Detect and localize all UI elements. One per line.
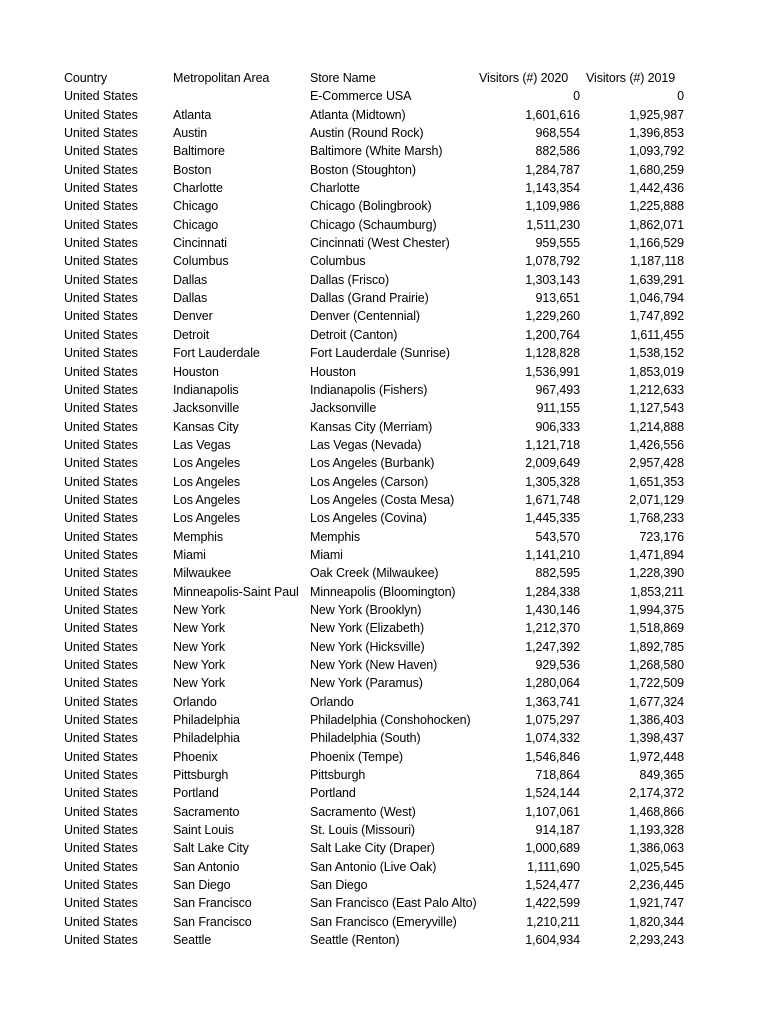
cell-visitors-2020: 1,363,741 [525,694,580,709]
cell-country: United States [64,511,138,526]
cell-store-name: Philadelphia (South) [310,731,421,746]
table-row [64,784,684,802]
header-metropolitan-area: Metropolitan Area [173,71,270,85]
table-row [64,766,684,784]
cell-store-name: New York (Hicksville) [310,639,425,654]
table-row [64,656,684,674]
cell-store-name: Pittsburgh [310,768,366,783]
cell-visitors-2019: 1,386,063 [629,841,684,856]
cell-visitors-2020: 1,141,210 [525,547,580,562]
cell-country: United States [64,474,138,489]
cell-visitors-2020: 543,570 [535,529,580,544]
table-row [64,381,684,399]
cell-visitors-2019: 1,228,390 [629,566,684,581]
cell-country: United States [64,547,138,562]
table-row [64,289,684,307]
cell-visitors-2020: 1,546,846 [525,749,580,764]
cell-visitors-2019: 2,293,243 [629,933,684,948]
cell-country: United States [64,456,138,471]
table-row [64,344,684,362]
cell-visitors-2019: 1,538,152 [629,346,684,361]
cell-store-name: New York (Brooklyn) [310,602,422,617]
cell-store-name: Sacramento (West) [310,804,416,819]
cell-visitors-2019: 1,193,328 [629,823,684,838]
cell-visitors-2020: 1,000,689 [525,841,580,856]
cell-visitors-2020: 929,536 [535,658,580,672]
cell-visitors-2020: 1,305,328 [525,474,580,489]
cell-visitors-2019: 1,093,792 [629,144,684,159]
cell-metropolitan-area: Miami [173,547,206,562]
table-row [64,729,684,747]
table-row [64,913,684,931]
cell-store-name: Los Angeles (Burbank) [310,456,435,471]
cell-visitors-2020: 913,651 [535,291,580,306]
cell-visitors-2020: 914,187 [535,823,580,838]
cell-country: United States [64,346,138,361]
cell-country: United States [64,566,138,581]
cell-visitors-2019: 1,025,545 [629,859,684,874]
cell-country: United States [64,639,138,654]
cell-metropolitan-area: Austin [173,126,208,141]
cell-store-name: E-Commerce USA [310,89,412,104]
header-visitors-2020: Visitors (#) 2020 [479,71,569,85]
table-row [64,638,684,656]
cell-visitors-2020: 1,200,764 [525,327,580,342]
cell-store-name: Salt Lake City (Draper) [310,841,435,856]
cell-metropolitan-area: Boston [173,162,212,177]
cell-metropolitan-area: Los Angeles [173,511,241,526]
cell-store-name: Charlotte [310,181,360,196]
cell-visitors-2019: 1,187,118 [630,254,684,269]
cell-metropolitan-area: Baltimore [173,144,225,159]
cell-country: United States [64,217,138,232]
cell-country: United States [64,584,138,599]
cell-metropolitan-area: Cincinnati [173,236,227,251]
cell-store-name: Los Angeles (Covina) [310,511,427,526]
cell-country: United States [64,859,138,874]
cell-store-name: New York (Elizabeth) [310,621,425,636]
cell-country: United States [64,602,138,617]
cell-metropolitan-area: Los Angeles [173,492,241,507]
cell-metropolitan-area: Dallas [173,291,208,306]
cell-visitors-2020: 1,284,787 [525,162,580,177]
cell-metropolitan-area: Los Angeles [173,474,241,489]
cell-metropolitan-area [173,87,310,105]
cell-visitors-2019: 1,747,892 [629,309,684,324]
cell-country: United States [64,914,138,929]
cell-store-name: Orlando [310,694,354,709]
cell-metropolitan-area: Denver [173,309,213,324]
cell-store-name: Boston (Stoughton) [310,162,416,177]
cell-country: United States [64,181,138,196]
cell-visitors-2019: 1,166,529 [629,236,684,251]
cell-store-name: New York (New Haven) [310,658,438,672]
cell-store-name: Miami [310,547,343,562]
cell-metropolitan-area: Chicago [173,199,219,214]
cell-visitors-2020: 1,143,354 [525,181,580,196]
cell-visitors-2019: 2,957,428 [629,456,684,471]
cell-store-name: Los Angeles (Carson) [310,474,429,489]
table-row [64,491,684,509]
cell-country: United States [64,676,138,691]
cell-visitors-2019: 723,176 [639,529,684,544]
table-row [64,748,684,766]
cell-visitors-2019: 2,071,129 [629,492,684,507]
cell-country: United States [64,382,138,397]
header-store-name: Store Name [310,71,376,85]
cell-metropolitan-area: Sacramento [173,804,240,819]
table-row [64,931,684,949]
table-row [64,821,684,839]
table-row [64,674,684,692]
cell-visitors-2020: 718,864 [535,768,580,783]
cell-visitors-2020: 1,121,718 [525,437,580,452]
cell-metropolitan-area: Detroit [173,327,210,342]
cell-metropolitan-area: Houston [173,364,219,379]
cell-metropolitan-area: San Francisco [173,914,252,929]
header-visitors-2019: Visitors (#) 2019 [586,71,676,85]
header-row [64,69,684,87]
table-row [64,399,684,417]
cell-metropolitan-area: Memphis [173,529,224,544]
cell-visitors-2020: 1,109,986 [525,199,580,214]
cell-country: United States [64,804,138,819]
table-row [64,142,684,160]
cell-store-name: Minneapolis (Bloomington) [310,584,456,599]
table-row [64,546,684,564]
cell-country: United States [64,107,138,122]
cell-visitors-2020: 1,210,211 [526,914,580,929]
cell-visitors-2019: 1,680,259 [629,162,684,177]
cell-visitors-2019: 1,677,324 [629,694,684,709]
cell-store-name: Cincinnati (West Chester) [310,236,450,251]
header-country: Country [64,71,108,85]
cell-visitors-2019: 1,820,344 [629,914,684,929]
cell-store-name: Los Angeles (Costa Mesa) [310,492,455,507]
cell-visitors-2020: 0 [573,89,580,104]
cell-visitors-2019: 1,426,556 [629,437,684,452]
cell-country: United States [64,933,138,948]
cell-country: United States [64,823,138,838]
cell-country: United States [64,199,138,214]
cell-metropolitan-area: Las Vegas [173,437,231,452]
cell-metropolitan-area: New York [173,602,226,617]
table-row [64,564,684,582]
cell-visitors-2020: 968,554 [535,126,580,141]
cell-metropolitan-area: Fort Lauderdale [173,346,260,361]
cell-visitors-2020: 1,524,144 [525,786,580,801]
cell-visitors-2019: 1,972,448 [629,749,684,764]
cell-visitors-2020: 1,604,934 [525,933,580,948]
table-row [64,234,684,252]
cell-visitors-2019: 1,994,375 [629,602,684,617]
cell-country: United States [64,401,138,416]
cell-store-name: San Antonio (Live Oak) [310,859,437,874]
table-header [64,69,684,87]
cell-country: United States [64,309,138,324]
spreadsheet-page [64,69,704,950]
cell-country: United States [64,236,138,251]
table-row [64,894,684,912]
cell-store-name: San Diego [310,878,368,893]
cell-country: United States [64,272,138,287]
cell-country: United States [64,254,138,269]
cell-country: United States [64,419,138,434]
cell-visitors-2020: 1,303,143 [525,272,580,287]
cell-visitors-2020: 2,009,649 [525,456,580,471]
cell-store-name: Baltimore (White Marsh) [310,144,443,159]
cell-store-name: Dallas (Frisco) [310,272,390,287]
cell-visitors-2020: 882,595 [535,566,580,581]
cell-metropolitan-area: Columbus [173,254,229,269]
cell-metropolitan-area: Saint Louis [173,823,234,838]
cell-country: United States [64,621,138,636]
cell-visitors-2020: 1,445,335 [525,511,580,526]
cell-visitors-2019: 1,862,071 [629,217,684,232]
cell-visitors-2020: 959,555 [535,236,580,251]
cell-store-name: San Francisco (Emeryville) [310,914,457,929]
cell-visitors-2020: 882,586 [535,144,580,159]
cell-country: United States [64,327,138,342]
cell-visitors-2020: 1,078,792 [525,254,580,269]
table-row [64,454,684,472]
cell-store-name: Chicago (Schaumburg) [310,217,437,232]
cell-metropolitan-area: Seattle [173,933,212,948]
cell-visitors-2019: 2,174,372 [629,786,684,801]
cell-visitors-2020: 1,524,477 [525,878,580,893]
cell-store-name: Denver (Centennial) [310,309,420,324]
table-row [64,509,684,527]
cell-store-name: Philadelphia (Conshohocken) [310,713,471,728]
cell-country: United States [64,126,138,141]
cell-visitors-2019: 1,722,509 [629,676,684,691]
cell-visitors-2019: 0 [677,89,684,104]
table-row [64,252,684,270]
cell-store-name: San Francisco (East Palo Alto) [310,896,477,911]
cell-metropolitan-area: Indianapolis [173,382,239,397]
cell-store-name: Dallas (Grand Prairie) [310,291,429,306]
cell-visitors-2019: 1,611,455 [630,327,684,342]
cell-metropolitan-area: Philadelphia [173,731,240,746]
cell-visitors-2019: 1,386,403 [629,713,684,728]
cell-visitors-2020: 911,155 [536,401,580,416]
cell-country: United States [64,529,138,544]
cell-country: United States [64,162,138,177]
cell-store-name: Oak Creek (Milwaukee) [310,566,439,581]
table-row [64,876,684,894]
table-row [64,436,684,454]
cell-visitors-2019: 1,214,888 [629,419,684,434]
cell-store-name: Detroit (Canton) [310,327,398,342]
cell-metropolitan-area: Charlotte [173,181,223,196]
cell-country: United States [64,749,138,764]
table-row [64,124,684,142]
cell-metropolitan-area: San Diego [173,878,231,893]
cell-visitors-2019: 1,127,543 [629,401,684,416]
table-row [64,528,684,546]
table-row [64,197,684,215]
cell-country: United States [64,291,138,306]
table-row [64,418,684,436]
cell-visitors-2019: 1,892,785 [629,639,684,654]
table-row [64,601,684,619]
cell-visitors-2019: 1,853,019 [629,364,684,379]
cell-metropolitan-area: Orlando [173,694,217,709]
cell-country: United States [64,768,138,783]
cell-visitors-2019: 1,471,894 [629,547,684,562]
table-row [64,216,684,234]
cell-visitors-2019: 1,212,633 [629,382,684,397]
cell-visitors-2020: 1,601,616 [525,107,580,122]
cell-country: United States [64,786,138,801]
cell-store-name: Columbus [310,254,366,269]
cell-store-name: Chicago (Bolingbrook) [310,199,432,214]
table-row [64,473,684,491]
table-row [64,583,684,601]
cell-visitors-2019: 1,768,233 [629,511,684,526]
cell-visitors-2020: 1,247,392 [525,639,580,654]
cell-country: United States [64,878,138,893]
cell-metropolitan-area: Jacksonville [173,401,240,416]
cell-visitors-2020: 1,111,690 [527,859,580,874]
cell-visitors-2019: 1,853,211 [630,584,684,599]
table-row [64,87,684,105]
cell-country: United States [64,694,138,709]
cell-metropolitan-area: Los Angeles [173,456,241,471]
cell-metropolitan-area: New York [173,639,226,654]
cell-metropolitan-area: Portland [173,786,219,801]
table-row [64,106,684,124]
cell-visitors-2020: 1,229,260 [525,309,580,324]
cell-store-name: Portland [310,786,356,801]
cell-metropolitan-area: Salt Lake City [173,841,249,856]
cell-store-name: Indianapolis (Fishers) [310,382,428,397]
cell-store-name: St. Louis (Missouri) [310,823,415,838]
cell-country: United States [64,713,138,728]
cell-metropolitan-area: Atlanta [173,107,212,122]
cell-store-name: Atlanta (Midtown) [310,107,406,122]
table-row [64,693,684,711]
table-row [64,803,684,821]
cell-visitors-2019: 1,396,853 [629,126,684,141]
cell-store-name: Las Vegas (Nevada) [310,437,422,452]
cell-visitors-2019: 1,398,437 [629,731,684,746]
cell-visitors-2019: 2,236,445 [629,878,684,893]
cell-visitors-2019: 1,518,869 [629,621,684,636]
table-row [64,619,684,637]
cell-visitors-2020: 1,671,748 [525,492,580,507]
cell-visitors-2019: 1,046,794 [629,291,684,306]
table-row [64,326,684,344]
cell-visitors-2019: 1,651,353 [629,474,684,489]
cell-visitors-2020: 1,284,338 [525,584,580,599]
cell-store-name: Phoenix (Tempe) [310,749,403,764]
cell-metropolitan-area: Kansas City [173,419,239,434]
cell-visitors-2019: 849,365 [639,768,684,783]
cell-country: United States [64,144,138,159]
cell-visitors-2020: 1,280,064 [525,676,580,691]
cell-store-name: Houston [310,364,356,379]
cell-visitors-2020: 1,212,370 [525,621,580,636]
cell-country: United States [64,731,138,746]
cell-metropolitan-area: Milwaukee [173,566,232,581]
cell-store-name: Memphis [310,529,361,544]
cell-metropolitan-area: Chicago [173,217,219,232]
cell-metropolitan-area: San Antonio [173,859,240,874]
cell-metropolitan-area: Minneapolis-Saint Paul [173,584,299,599]
table-row [64,858,684,876]
cell-metropolitan-area: New York [173,658,226,672]
cell-country: United States [64,89,138,104]
cell-country: United States [64,364,138,379]
cell-metropolitan-area: Phoenix [173,749,218,764]
cell-visitors-2020: 1,075,297 [525,713,580,728]
cell-visitors-2020: 1,511,230 [526,217,580,232]
cell-country: United States [64,896,138,911]
cell-metropolitan-area: Dallas [173,272,208,287]
cell-visitors-2020: 967,493 [535,382,580,397]
cell-visitors-2019: 1,442,436 [629,181,684,196]
cell-store-name: New York (Paramus) [310,676,423,691]
table-body [64,87,684,949]
cell-metropolitan-area: Philadelphia [173,713,240,728]
cell-store-name: Jacksonville [310,401,377,416]
cell-visitors-2019: 1,268,580 [629,658,684,672]
cell-visitors-2019: 1,639,291 [629,272,684,287]
cell-metropolitan-area: New York [173,621,226,636]
cell-visitors-2020: 1,422,599 [525,896,580,911]
cell-store-name: Fort Lauderdale (Sunrise) [310,346,450,361]
cell-country: United States [64,841,138,856]
cell-metropolitan-area: San Francisco [173,896,252,911]
cell-store-name: Kansas City (Merriam) [310,419,433,434]
cell-visitors-2020: 1,536,991 [525,364,580,379]
cell-visitors-2019: 1,925,987 [629,107,684,122]
cell-visitors-2020: 1,074,332 [525,731,580,746]
table-row [64,363,684,381]
cell-store-name: Seattle (Renton) [310,933,400,948]
cell-metropolitan-area: New York [173,676,226,691]
table-row [64,271,684,289]
table-row [64,179,684,197]
cell-store-name: Austin (Round Rock) [310,126,424,141]
cell-metropolitan-area: Pittsburgh [173,768,229,783]
cell-country: United States [64,492,138,507]
cell-visitors-2019: 1,921,747 [629,896,684,911]
cell-visitors-2019: 1,225,888 [629,199,684,214]
store-visitors-table [64,69,684,950]
cell-visitors-2020: 1,107,061 [525,804,580,819]
table-row [64,711,684,729]
cell-visitors-2020: 906,333 [535,419,580,434]
table-row [64,839,684,857]
cell-country: United States [64,437,138,452]
cell-visitors-2020: 1,128,828 [525,346,580,361]
table-row [64,307,684,325]
table-row [64,161,684,179]
cell-visitors-2019: 1,468,866 [629,804,684,819]
cell-visitors-2020: 1,430,146 [525,602,580,617]
cell-country: United States [64,658,138,672]
